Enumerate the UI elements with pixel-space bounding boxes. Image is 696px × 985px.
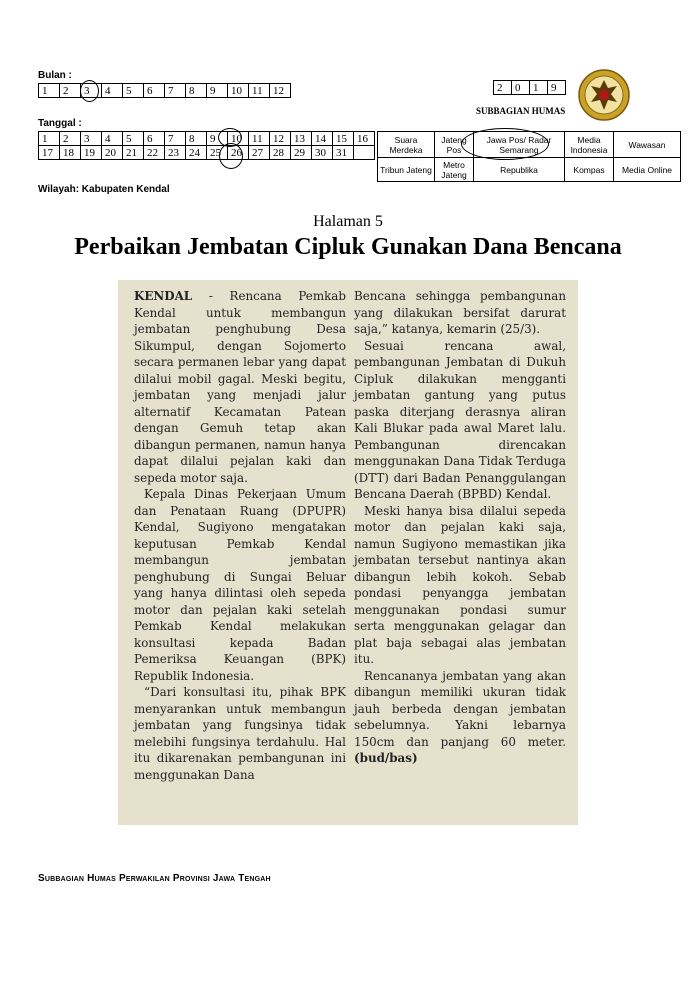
wilayah-label: Wilayah: Kabupaten Kendal [38,184,170,195]
bulan-cell: 7 [165,84,186,98]
tanggal-cell: 15 [333,132,354,146]
year-cell: 0 [512,81,530,95]
bulan-cell: 9 [207,84,228,98]
media-selection-circle [461,128,549,160]
tanggal-cell: 22 [144,146,165,160]
article-column-1 [134,288,346,783]
tanggal-cell: 11 [249,132,270,146]
byline: (bud/bas) [354,751,418,765]
halaman-label: Halaman 5 [313,213,383,230]
year-table [493,80,566,95]
tanggal-cell: 26 [228,146,249,160]
tanggal-cell: 17 [39,146,60,160]
article-paragraph: Bencana sehingga pembangunan yang dilakukan bersifat darurat saja,” katanya, kemarin (25/3). [354,289,566,336]
media-tribun-jateng: Tribun Jateng [378,158,435,182]
media-online: Media Online [614,158,681,182]
bulan-label: Bulan : [38,70,72,81]
media-wawasan: Wawasan [614,132,681,158]
year-cell: 1 [530,81,548,95]
tanggal-label: Tanggal : [38,118,82,129]
tanggal-cell: 9 [207,132,228,146]
subbagian-label: SUBBAGIAN HUMAS [476,106,566,116]
tanggal-cell: 20 [102,146,123,160]
bulan-cell: 5 [123,84,144,98]
tanggal-cell: 30 [312,146,333,160]
article-paragraph: Meski hanya bisa dilalui sepeda motor dan pejalan kaki saja, namun Sugiyono memastikan jika jembatan tersebut nantinya akan dibangun lebih kokoh. Sebab pondasi penyangga jembatan menggunakan pondasi sumur serta menggunakan gelagar dan plat baja sebagai alas jembatan itu. [354,503,566,666]
tanggal-cell: 29 [291,146,312,160]
tanggal-table [38,131,375,160]
news-clipping [118,280,578,825]
tanggal-cell: 16 [354,132,375,146]
bulan-cell: 10 [228,84,249,98]
media-media-indonesia: Media Indonesia [565,132,614,158]
bulan-cell: 4 [102,84,123,98]
article-paragraph [354,668,566,767]
tanggal-cell: 24 [186,146,207,160]
article-paragraph [134,288,346,486]
year-cell: 9 [548,81,566,95]
tanggal-cell: 6 [144,132,165,146]
article-text: Rencananya jembatan yang akan dibangun memiliki ukuran tidak jauh berbeda dengan jembatan sebelumnya. Yakni lebarnya 150cm dan panjang 60 meter. [354,668,566,749]
article-paragraph: “Dari konsultasi itu, pihak BPK menyarankan untuk membangun jembatan yang fungsinya tidak melebihi fungsinya terdahulu. Hal itu dikarenakan pembangunan ini menggunakan Dana [134,685,346,782]
media-metro-jateng: Metro Jateng [435,158,474,182]
tanggal-cell: 3 [81,132,102,146]
tanggal-cell: 28 [270,146,291,160]
media-republika: Republika [474,158,565,182]
tanggal-cell: 21 [123,146,144,160]
bulan-cell: 2 [60,84,81,98]
article-paragraph: Sesuai rencana awal, pembangunan Jembatan di Dukuh Cipluk dilakukan mengganti jembatan gantung yang putus paska diterjang derasnya aliran Kali Blukar pada awal Maret lalu. Pembangunan direncakan menggunakan Dana Tidak Terduga (DTT) dari Badan Penanggulangan Bencana Daerah (BPBD) Kendal. [354,338,566,501]
bulan-cell: 12 [270,84,291,98]
tanggal-cell: 13 [291,132,312,146]
headline: Perbaikan Jembatan Cipluk Gunakan Dana Bencana [74,234,622,260]
tanggal-cell: 2 [60,132,81,146]
tanggal-cell [354,146,375,160]
bulan-cell: 3 [81,84,102,98]
tanggal-selection-circle [219,143,243,169]
tanggal-cell: 1 [39,132,60,146]
article-paragraph: Kepala Dinas Pekerjaan Umum dan Penataan Ruang (DPUPR) Kendal, Sugiyono mengatakan keputusan Pemkab Kendal membangun jembatan penghubung di Sungai Beluar yang hanya dilintasi oleh sepeda motor dan pejalan kaki setelah Pemkab Kendal melakukan konsultasi kepada Badan Pemeriksa Keuangan (BPK) Republik Indonesia. [134,487,346,683]
tanggal-cell: 25 [207,146,228,160]
tanggal-cell: 12 [270,132,291,146]
garuda-emblem-icon [577,68,631,122]
bulan-table [38,83,291,98]
bulan-cell: 1 [39,84,60,98]
tanggal-cell: 31 [333,146,354,160]
tanggal-cell: 5 [123,132,144,146]
dateline: KENDAL [134,289,193,303]
media-kompas: Kompas [565,158,614,182]
tanggal-cell: 14 [312,132,333,146]
media-jateng-pos: Jateng Pos [435,132,474,158]
tanggal-cell: 18 [60,146,81,160]
tanggal-cell: 27 [249,146,270,160]
media-jawa-pos: Jawa Pos/ Radar Semarang [474,132,565,158]
bulan-cell: 11 [249,84,270,98]
tanggal-cell: 7 [165,132,186,146]
article-column-2 [354,288,566,767]
bulan-cell: 8 [186,84,207,98]
tanggal-cell: 10 [228,132,249,146]
tanggal-cell: 19 [81,146,102,160]
tanggal-cell: 8 [186,132,207,146]
tanggal-cell: 4 [102,132,123,146]
footer: Subbagian Humas Perwakilan Provinsi Jawa Tengah [38,873,271,884]
tanggal-cell: 23 [165,146,186,160]
article-text: - Rencana Pemkab Kendal untuk membangun jembatan penghubung Desa Sikumpul, dengan Sojomerto secara permanen lebar yang dapat dilalui mobil gagal. Meski begitu, jembatan yang menjadi jalur alternatif Kecamatan Patean dengan Gemuh tetap akan dibangun permanen, namun hanya dapat dilalui pejalan kaki dan sepeda motor saja. [134,289,346,485]
bulan-selection-circle [80,80,99,102]
media-suara-merdeka: Suara Merdeka [378,132,435,158]
year-cell: 2 [494,81,512,95]
bulan-cell: 6 [144,84,165,98]
